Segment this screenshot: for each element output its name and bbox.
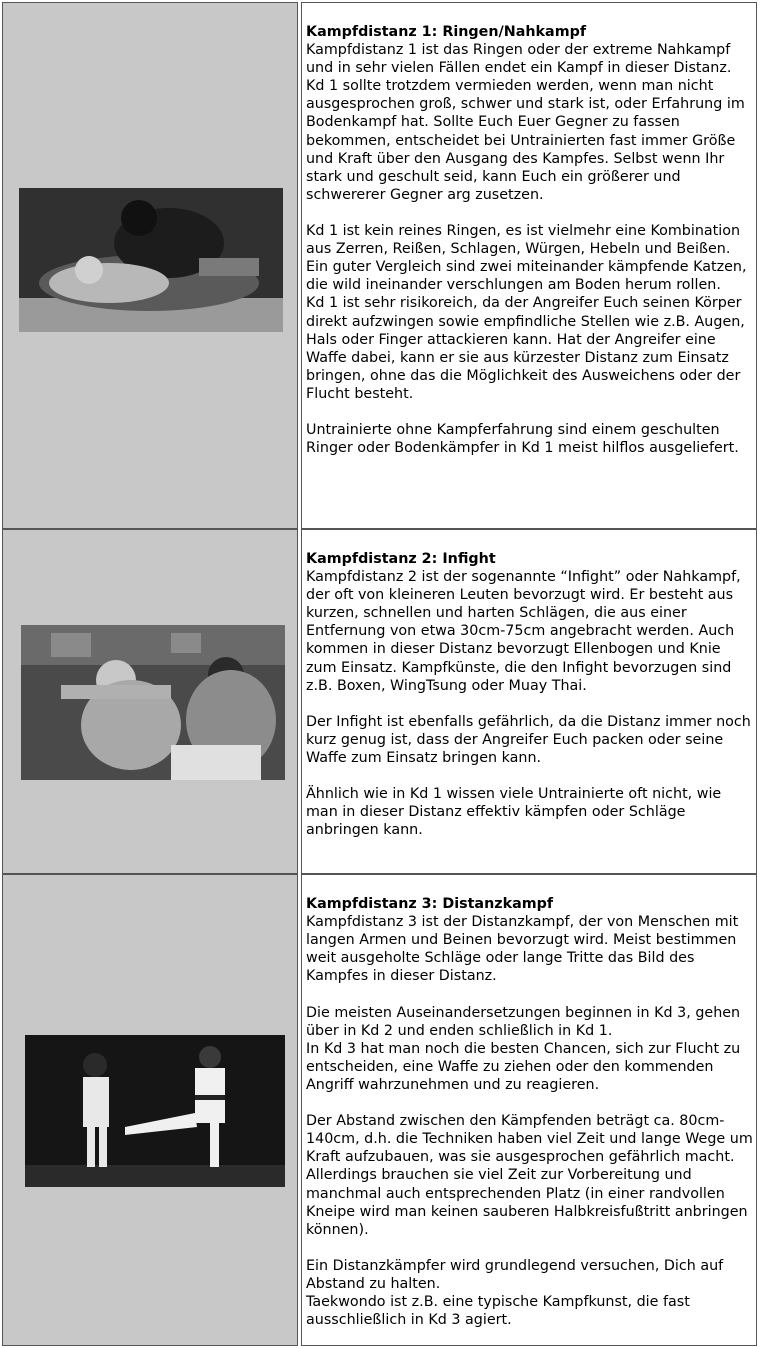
paragraph: Untrainierte ohne Kampferfahrung sind einem geschulten Ringer oder Bodenkämpfer in Kd 1 meist hilflos ausgeliefert. (306, 422, 739, 457)
paragraph: Der Infight ist ebenfalls gefährlich, da die Distanz immer noch kurz genug ist, dass der Angreifer Euch packen oder seine Waffe zum Einsatz bringen kann. (306, 713, 751, 767)
table-row (0, 2, 760, 529)
paragraph: Ein Distanzkämpfer wird grundlegend versuchen, Dich auf Abstand zu halten. (306, 1257, 724, 1292)
paragraph: Kd 1 ist sehr risikoreich, da der Angreifer Euch seinen Körper direkt aufzwingen sowie empfindliche Stellen wie z.B. Augen, Hals oder Finger attackieren kann. Hat der Angreifer eine Waffe dabei, kann er sie aus kürzester Distanz zum Einsatz bringen, ohne das die Möglichkeit des Ausweichens oder der Flucht besteht. (306, 295, 745, 402)
paragraph: Taekwondo ist z.B. eine typische Kampfkunst, die fast ausschließlich in Kd 3 agiert. (306, 1294, 690, 1329)
section-heading: Kampfdistanz 3: Distanzkampf (306, 896, 554, 912)
table-row (0, 874, 760, 1346)
paragraph: Der Abstand zwischen den Kämpfenden beträgt ca. 80cm-140cm, d.h. die Techniken haben viel Zeit und lange Wege um Kraft aufzubauen, was sie ausgesprochen gefährlich macht. Allerdings brauchen sie viel Zeit zur Vorbereitung und manchmal auch entsprechenden Platz (in einer randvollen Kneipe wird man keinen sauberen Halbkreisfußtritt anbringen können). (306, 1113, 753, 1238)
section-heading: Kampfdistanz 2: Infight (306, 551, 496, 567)
infight-photo (21, 625, 285, 780)
paragraph: Kd 1 ist kein reines Ringen, es ist vielmehr eine Kombination aus Zerren, Reißen, Schlagen, Würgen, Hebeln und Beißen. Ein guter Vergleich sind zwei miteinander kämpfende Katzen, die wild ineinander verschlungen am Boden herum rollen. (306, 223, 747, 294)
image-cell (2, 529, 298, 874)
taekwondo-photo (25, 1035, 285, 1187)
paragraph: Kampfdistanz 3 ist der Distanzkampf, der von Menschen mit langen Armen und Beinen bevorzugt wird. Meist bestimmen weit ausgeholte Schläge oder lange Tritte das Bild des Kampfes in dieser Distanz. (306, 914, 739, 985)
paragraph: Ähnlich wie in Kd 1 wissen viele Untrainierte oft nicht, wie man in dieser Distanz effektiv kämpfen oder Schläge anbringen kann. (306, 786, 722, 839)
paragraph: Kampfdistanz 1 ist das Ringen oder der extreme Nahkampf und in sehr vielen Fällen endet ein Kampf in dieser Distanz. Kd 1 sollte trotzdem vermieden werden, wenn man nicht ausgesprochen groß, schwer und stark ist, oder Erfahrung im Bodenkampf hat. Sollte Euch Euer Gegner zu fassen bekommen, entscheidet bei Untrainierten fast immer Größe und Kraft über den Ausgang des Kampfes. Selbst wenn Ihr stark und geschult seid, kann Euch ein größerer und schwererer Gegner arg zusetzen. (306, 42, 745, 203)
paragraph: Kampfdistanz 2 ist der sogenannte “Infight” oder Nahkampf, der oft von kleineren Leuten bevorzugt wird. Er besteht aus kurzen, schnellen und harten Schlägen, die aus einer Entfernung von etwa 30cm-75cm angebracht werden. Auch kommen in dieser Distanz bevorzugt Ellenbogen und Knie zum Einsatz. Kampfkünste, die den Infight bevorzugen sind z.B. Boxen, WingTsung oder Muay Thai. (306, 569, 741, 694)
text-cell (301, 874, 757, 1346)
section-heading: Kampfdistanz 1: Ringen/Nahkampf (306, 24, 587, 40)
ground-fight-photo (19, 188, 283, 332)
text-cell (301, 2, 757, 529)
image-cell (2, 874, 298, 1346)
table-row (0, 529, 760, 874)
paragraph: In Kd 3 hat man noch die besten Chancen, sich zur Flucht zu entscheiden, eine Waffe zu ziehen oder den kommenden Angriff wahrzunehmen und zu reagieren. (306, 1040, 741, 1093)
image-cell (2, 2, 298, 529)
paragraph: Die meisten Auseinandersetzungen beginnen in Kd 3, gehen über in Kd 2 und enden schließlich in Kd 1. (306, 1004, 741, 1039)
text-cell (301, 529, 757, 874)
